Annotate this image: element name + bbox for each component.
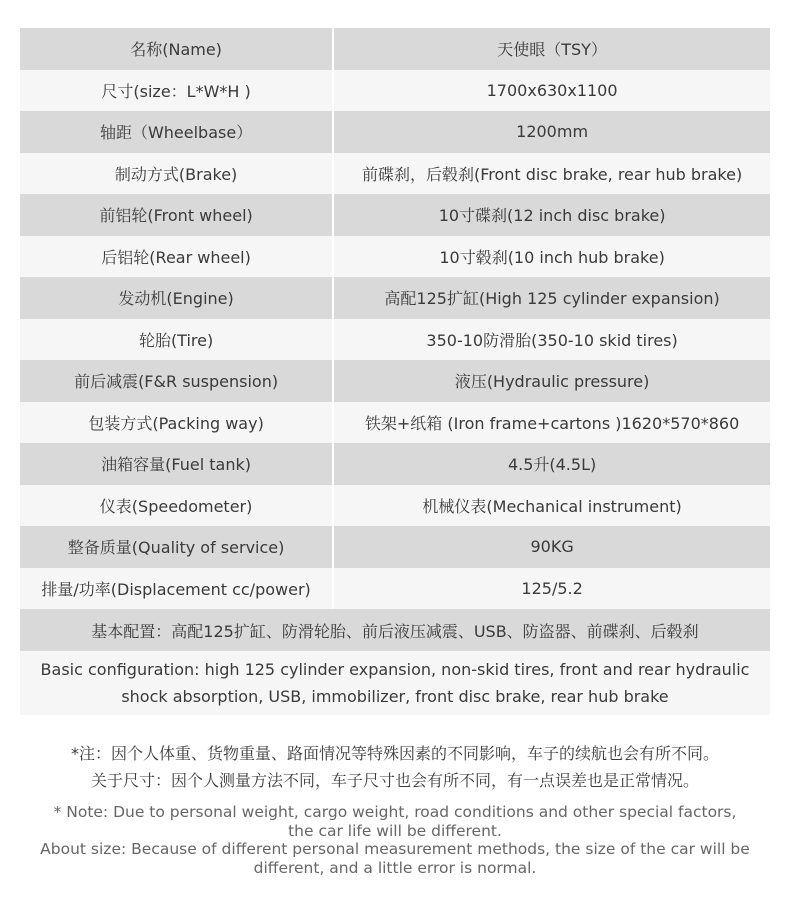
spec-label: 前铝轮(Front wheel) bbox=[99, 206, 253, 226]
spec-value: 天使眼（TSY） bbox=[497, 40, 607, 60]
spec-row-wheelbase bbox=[20, 111, 770, 153]
spec-value: 10寸碟刹(12 inch disc brake) bbox=[438, 206, 666, 226]
spec-value: 125/5.2 bbox=[521, 578, 583, 598]
spec-row-engine bbox=[20, 277, 770, 319]
spec-row-rear-wheel bbox=[20, 236, 770, 278]
spec-value: 液压(Hydraulic pressure) bbox=[454, 372, 650, 392]
spec-label: 轮胎(Tire) bbox=[138, 330, 214, 350]
spec-table bbox=[20, 28, 770, 715]
basic-config-cn: 基本配置：高配125扩缸、防滑轮胎、前后液压减震、USB、防盗器、前碟刹、后毂刹 bbox=[20, 609, 770, 651]
spec-row-size bbox=[20, 70, 770, 112]
spec-label: 轴距（Wheelbase） bbox=[99, 123, 253, 143]
spec-label: 后铝轮(Rear wheel) bbox=[101, 247, 251, 267]
note-cn-line-2: 关于尺寸：因个人测量方法不同，车子尺寸也会有所不同，有一点误差也是正常情况。 bbox=[90, 771, 699, 790]
notes-english bbox=[0, 803, 790, 877]
spec-label: 发动机(Engine) bbox=[118, 289, 234, 309]
spec-value: 4.5升(4.5L) bbox=[507, 455, 597, 475]
spec-row-speedometer bbox=[20, 485, 770, 527]
spec-value: 90KG bbox=[530, 537, 574, 557]
spec-row-tire bbox=[20, 319, 770, 361]
spec-value: 1200mm bbox=[516, 122, 589, 142]
note-en-line-1: * Note: Due to personal weight, cargo weight, road conditions and other special factors, the car life will be different. bbox=[53, 803, 737, 840]
spec-value: 10寸毂刹(10 inch hub brake) bbox=[439, 247, 665, 267]
spec-row-fuel-tank bbox=[20, 443, 770, 485]
notes-chinese bbox=[0, 740, 790, 794]
spec-value: 铁架+纸箱 (Iron frame+cartons )1620*570*860 bbox=[364, 413, 740, 433]
spec-row-displacement bbox=[20, 568, 770, 610]
spec-row-quality bbox=[20, 526, 770, 568]
spec-value: 高配125扩缸(High 125 cylinder expansion) bbox=[384, 289, 720, 309]
spec-row-brake bbox=[20, 153, 770, 195]
spec-label: 包装方式(Packing way) bbox=[88, 413, 264, 433]
spec-label: 制动方式(Brake) bbox=[114, 164, 238, 184]
spec-value: 机械仪表(Mechanical instrument) bbox=[422, 496, 682, 516]
spec-label: 整备质量(Quality of service) bbox=[67, 538, 285, 558]
spec-row-name bbox=[20, 28, 770, 70]
spec-label: 排量/功率(Displacement cc/power) bbox=[41, 579, 311, 599]
spec-value: 350-10防滑胎(350-10 skid tires) bbox=[426, 330, 678, 350]
spec-value: 1700x630x1100 bbox=[486, 80, 618, 100]
spec-label: 前后减震(F&R suspension) bbox=[74, 372, 279, 392]
spec-row-packing bbox=[20, 402, 770, 444]
spec-row-front-wheel bbox=[20, 194, 770, 236]
spec-label: 尺寸(size：L*W*H ) bbox=[101, 81, 251, 101]
note-cn-line-1: *注：因个人体重、货物重量、路面情况等特殊因素的不同影响，车子的续航也会有所不同。 bbox=[70, 744, 719, 763]
spec-row-suspension bbox=[20, 360, 770, 402]
spec-label: 油箱容量(Fuel tank) bbox=[101, 455, 251, 475]
spec-label: 仪表(Speedometer) bbox=[99, 496, 253, 516]
basic-config-en: Basic configuration: high 125 cylinder expansion, non-skid tires, front and rear hydraulic shock absorption, USB, immobilizer, front disc brake, rear hub brake bbox=[20, 651, 770, 715]
spec-label: 名称(Name) bbox=[130, 40, 222, 60]
spec-value: 前碟刹，后毂刹(Front disc brake, rear hub brake) bbox=[361, 164, 743, 184]
note-en-line-2: About size: Because of different personal measurement methods, the size of the car will be different, and a little error is normal. bbox=[40, 840, 750, 877]
